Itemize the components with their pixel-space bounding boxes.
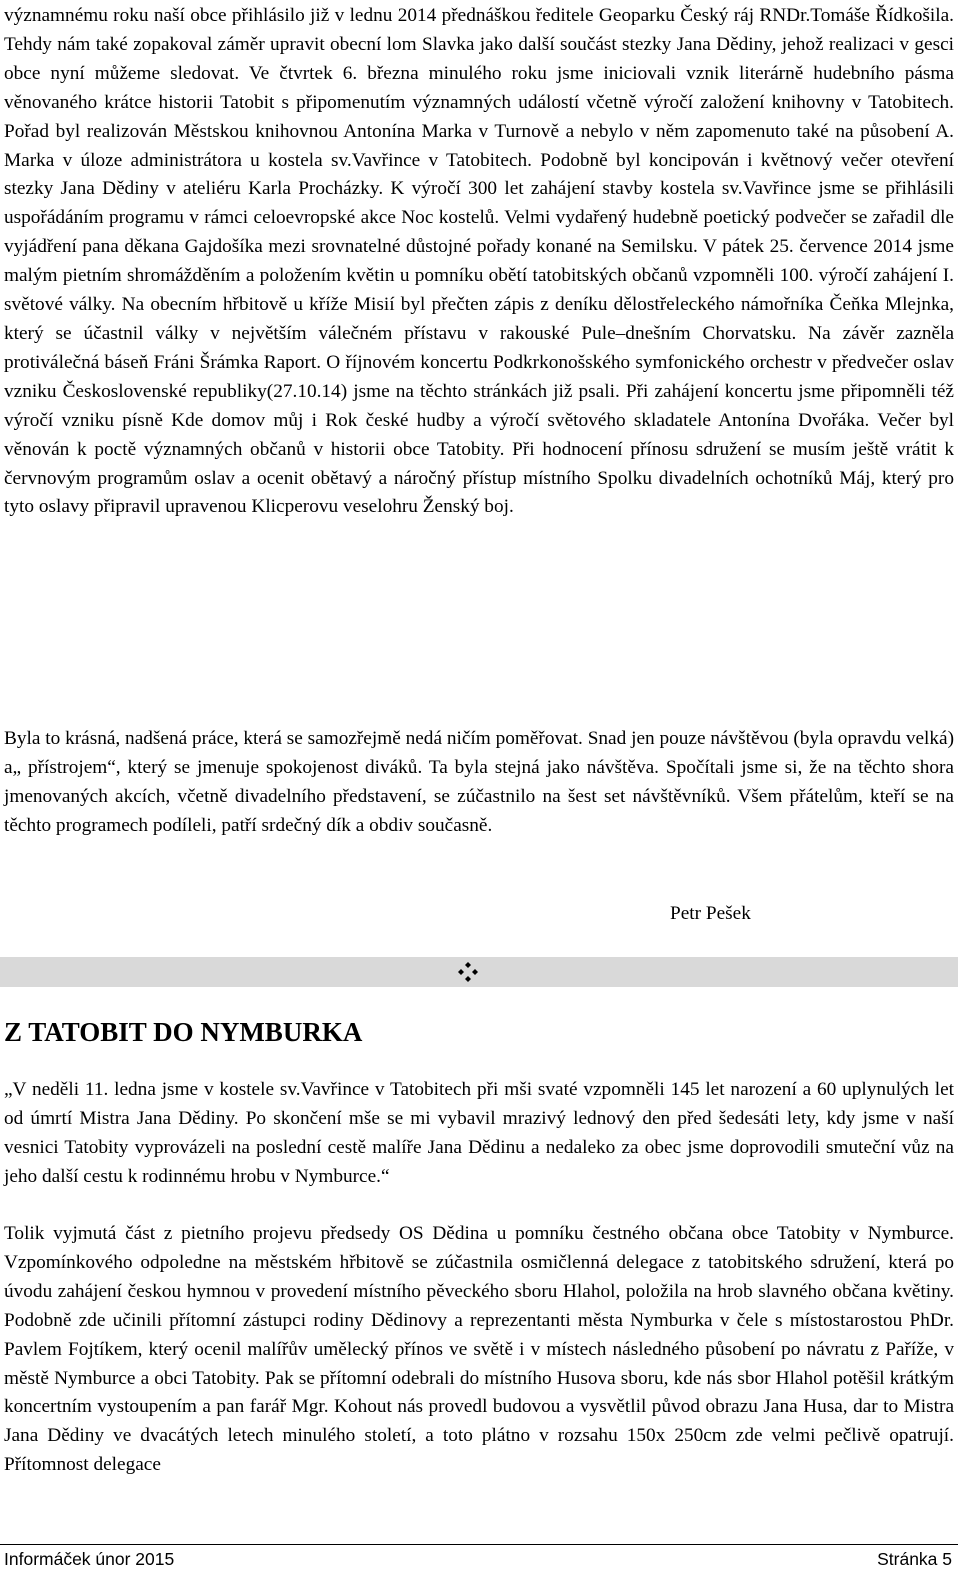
four-diamond-ornament-icon bbox=[448, 957, 488, 987]
article2-title: Z TATOBIT DO NYMBURKA bbox=[4, 1017, 363, 1047]
footer-page-number: Stránka 5 bbox=[877, 1549, 952, 1569]
article1-paragraph-1: významnému roku naší obce přihlásilo již v lednu 2014 přednáškou ředitele Geoparku Český ráj RNDr.Tomáše Řídkošila. Tehdy nám také zopakoval záměr upravit obecní lom Slavka jako další součást stezky Jana Dědiny, jehož realizaci v gesci obce nyní můžeme sledovat. Ve čtvrtek 6. března minulého roku jsme iniciovali vznik literárně hudebního pásma věnovaného krátce historii Tatobit s připomenutím významných událostí včetně výročí založení knihovny v Tatobitech. Pořad byl realizován Městskou knihovnou Antonína Marka v Turnově a nebylo v něm zapomenuto také na působení A. Marka v úloze administrátora u kostela sv.Vavřince v Tatobitech. Podobně byl koncipován i květnový večer otevření stezky Jana Dědiny v ateliéru Karla Procházky. K výročí 300 let zahájení stavby kostela sv.Vavřince jsme se přihlásili uspořádáním programu v rámci celoevropské akce Noc kostelů. Velmi vydařený hudebně poetický podvečer se zařadil dle vyjádření pana děkana Gajdošíka mezi srovnatelné důstojné pořady konané na Semilsku. V pátek 25. července 2014 jsme malým pietním shromážděním a položením květin u pomníku obětí tatobitských občanů vzpomněli 100. výročí zahájení I. světové války. Na obecním hřbitově u kříže Misií byl přečten zápis z deníku dělostřeleckého námořníka Čeňka Mlejnka, který se účastnil války v největším válečném přístavu v rakouské Pule–dnešním Chorvatsku. Na závěr zazněla protiválečná báseň Fráni Šrámka Raport. O říjnovém koncertu Podkrkonošského symfonického orchestr v předvečer oslav vzniku Československé republiky(27.10.14) jsme na těchto stránkách již psali. Při zahájení koncertu jsme připomněli též výročí vzniku písně Kde domov můj i Rok české hudby a výročí světového skladatele Antonína Dvořáka. Večer byl věnován k poctě významných občanů v historii obce Tatobity. Při hodnocení přínosu sdružení se musím ještě vrátit k červnovým programům oslav a ocenit obětavý a náročný přístup místního Spolku divadelních ochotníků Máj, který pro tyto oslavy připravil upravenou Klicperovu veselohru Ženský boj. bbox=[4, 5, 954, 518]
article2-paragraph-2: Tolik vyjmutá část z pietního projevu předsedy OS Dědina u pomníku čestného občana obce Tatobity v Nymburce. Vzpomínkového odpoledne na městském hřbitově se zúčastnila osmičlenná delegace z tatobitského sdružení, která po úvodu zahájení českou hymnou v provedení místního pěveckého sboru Hlahol, položila na hrob slavného občana květiny. Podobně zde učinili přítomní zástupci rodiny Dědinovy a reprezentanti města Nymburka v čele s místostarostou PhDr. Pavlem Fojtíkem, který ocenil malířův umělecký přínos ve světě i v místech následného působení po návratu z Paříže, v městě Nymburce a obci Tatobity. Pak se přítomní odebrali do místního Husova sboru, kde nás sbor Hlahol potěšil krátkým koncertním vystoupením a pan farář Mgr. Kohout nás provedl budovou a vysvětlil původ obrazu Jana Husa, dar to Mistra Jana Dědiny ve dvacátých letech minulého století, a toto plátno v rozsahu 150x 250cm zde velmi pečlivě opatrují. Přítomnost delegace bbox=[4, 1223, 954, 1476]
author-signature: Petr Pešek bbox=[670, 903, 751, 924]
article2-paragraph-1: „V neděli 11. ledna jsme v kostele sv.Vavřince v Tatobitech při mši svaté vzpomněli 145 let narození a 60 uplynulých let od úmrtí Mistra Jana Dědiny. Po skončení mše se mi vybavil mrazivý lednový den před šedesáti lety, kdy jsme v naší vesnici Tatobity vyprovázeli na poslední cestě malíře Jana Dědinu a nedaleko za obec jsme doprovodili smuteční vůz na jeho další cestu k rodinnému hrobu v Nymburce.“ bbox=[4, 1079, 954, 1187]
footer-publication: Informáček únor 2015 bbox=[4, 1549, 175, 1569]
article1-paragraph-2: Byla to krásná, nadšená práce, která se samozřejmě nedá ničím poměřovat. Snad jen pouze návštěvou (byla opravdu velká) a„ přístrojem“, který se jmenuje spokojenost diváků. Ta byla stejná jako návštěva. Spočítali jsme si, že na těchto shora jmenovaných akcích, včetně divadelního představení, se zúčastnilo na šest set návštěvníků. Všem přátelům, kteří se na těchto programech podíleli, patří srdečný dík a obdiv současně. bbox=[4, 728, 954, 836]
page-footer bbox=[0, 1544, 958, 1574]
